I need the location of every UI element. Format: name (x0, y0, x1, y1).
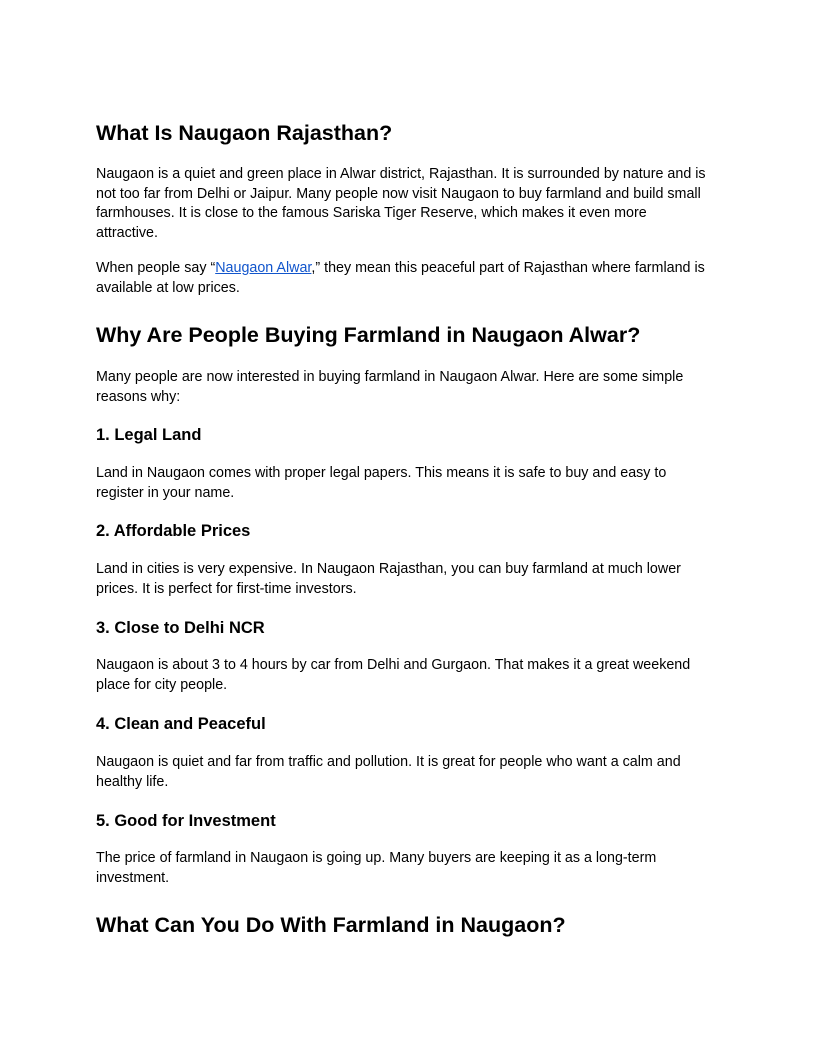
reason-title: 4. Clean and Peaceful (96, 715, 266, 733)
reason-text: The price of farmland in Naugaon is going up. Many buyers are keeping it as a long-term investment. (96, 850, 657, 886)
reason-text: Land in Naugaon comes with proper legal papers. This means it is safe to buy and easy to register in your name. (96, 465, 667, 501)
paragraph-text-after: ,” they mean this peaceful part of Rajasthan where farmland is available at low prices. (96, 260, 705, 296)
paragraph-naugaon-alwar (96, 259, 712, 298)
reason-text: Naugaon is quiet and far from traffic and pollution. It is great for people who want a calm and healthy life. (96, 754, 681, 790)
reason-title: 2. Affordable Prices (96, 522, 251, 540)
reason-title: 5. Good for Investment (96, 812, 276, 830)
heading-what-is-naugaon: What Is Naugaon Rajasthan? (96, 121, 393, 145)
paragraph-intro: Naugaon is a quiet and green place in Alwar district, Rajasthan. It is surrounded by nature and is not too far from Delhi or Jaipur. Many people now visit Naugaon to buy farmland and build small farmhouses. It is close to the famous Sariska Tiger Reserve, which makes it even more attractive. (96, 166, 706, 241)
reason-text: Naugaon is about 3 to 4 hours by car from Delhi and Gurgaon. That makes it a great weekend place for city people. (96, 657, 691, 693)
heading-why-buying: Why Are People Buying Farmland in Naugaon Alwar? (96, 323, 641, 347)
reason-title: 3. Close to Delhi NCR (96, 619, 265, 637)
reason-text: Land in cities is very expensive. In Naugaon Rajasthan, you can buy farmland at much lower prices. It is perfect for first-time investors. (96, 561, 681, 597)
heading-what-can-you-do: What Can You Do With Farmland in Naugaon? (96, 913, 566, 937)
naugaon-alwar-link[interactable]: Naugaon Alwar (215, 260, 312, 276)
paragraph-text-before: When people say “ (96, 260, 216, 276)
paragraph-reasons-intro: Many people are now interested in buying farmland in Naugaon Alwar. Here are some simple reasons why: (96, 369, 684, 405)
reason-title: 1. Legal Land (96, 426, 202, 444)
